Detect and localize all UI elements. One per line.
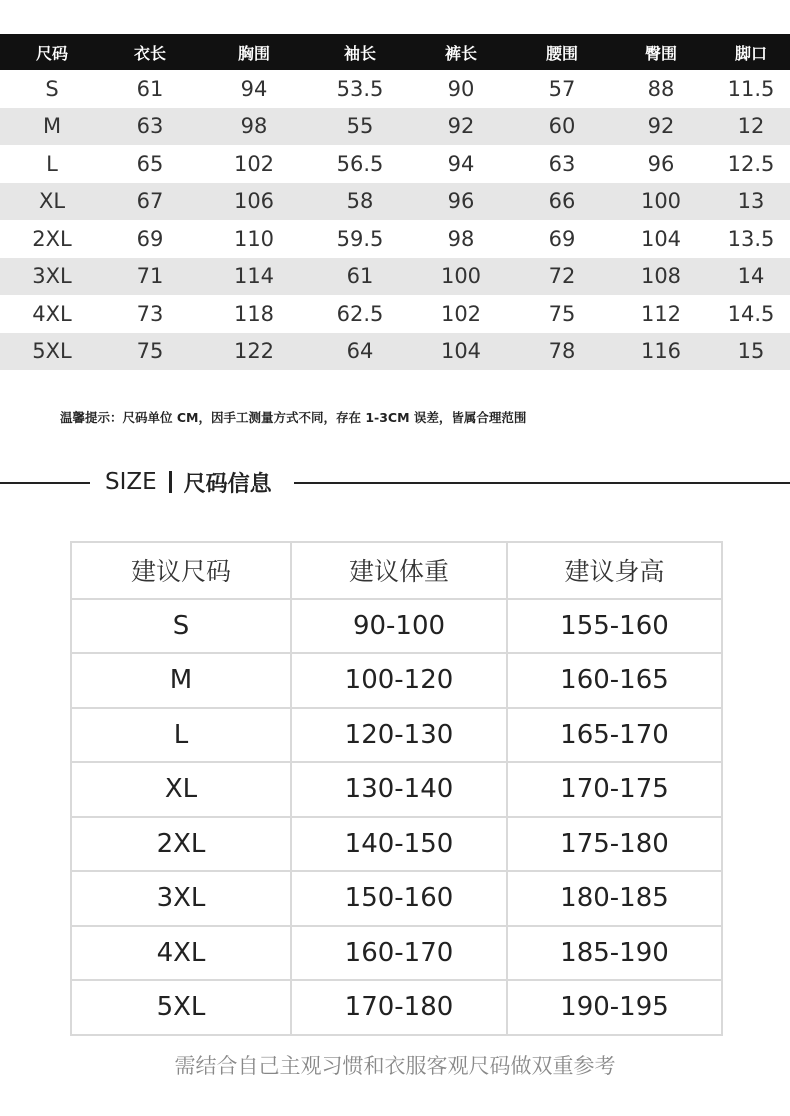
measurement-row (0, 258, 790, 296)
size-tip: 温馨提示：尺码单位 CM，因手工测量方式不同，存在 1-3CM 误差，皆属合理范围 (60, 410, 527, 425)
cell-recommended-weight: 160-170 (290, 927, 506, 980)
cell-hip: 104 (640, 226, 682, 251)
cell-recommended-size: 4XL (156, 937, 206, 968)
cell-length: 61 (136, 76, 164, 101)
recommendation-header-row (72, 543, 721, 598)
cell-sleeve: 62.5 (336, 301, 384, 326)
header-size: 尺码 (35, 43, 68, 63)
cell-chest: 114 (233, 264, 275, 289)
cell-chest: 102 (233, 151, 275, 176)
recommendation-row (72, 707, 721, 762)
recommendation-row (72, 761, 721, 816)
cell-recommended-height: 155-160 (506, 600, 721, 653)
cell-chest: 122 (233, 339, 275, 364)
cell-recommended-weight: 140-150 (290, 818, 506, 871)
cell-leg-opening: 14 (737, 264, 765, 289)
header-chest: 胸围 (237, 43, 270, 63)
cell-length: 69 (136, 226, 164, 251)
cell-hip: 108 (640, 264, 682, 289)
cell-waist: 75 (548, 301, 576, 326)
cell-sleeve: 58 (346, 189, 374, 214)
cell-recommended-weight: 170-180 (290, 981, 506, 1034)
cell-leg-opening: 13.5 (727, 226, 775, 251)
cell-length: 73 (136, 301, 164, 326)
section-title-en: SIZE (105, 469, 157, 495)
cell-recommended-height: 175-180 (506, 818, 721, 871)
cell-sleeve: 53.5 (336, 76, 384, 101)
header-length: 衣长 (133, 43, 166, 63)
recommendation-row (72, 979, 721, 1034)
cell-hip: 92 (647, 114, 675, 139)
cell-recommended-size: L (173, 719, 189, 750)
measurement-row (0, 108, 790, 146)
cell-waist: 57 (548, 76, 576, 101)
header-sleeve: 袖长 (343, 43, 376, 63)
cell-pants-length: 92 (447, 114, 475, 139)
cell-pants-length: 102 (440, 301, 482, 326)
header-recommended-size: 建议尺码 (130, 557, 231, 587)
cell-leg-opening: 13 (737, 189, 765, 214)
header-recommended-weight: 建议体重 (290, 543, 506, 598)
divider-line-right (294, 482, 790, 484)
cell-pants-length: 94 (447, 151, 475, 176)
cell-leg-opening: 12.5 (727, 151, 775, 176)
header-hip: 臀围 (644, 43, 677, 63)
measurement-row (0, 220, 790, 258)
cell-sleeve: 56.5 (336, 151, 384, 176)
header-leg-opening: 脚口 (734, 43, 767, 63)
cell-pants-length: 100 (440, 264, 482, 289)
cell-pants-length: 104 (440, 339, 482, 364)
cell-recommended-weight: 100-120 (290, 654, 506, 707)
cell-sleeve: 61 (346, 264, 374, 289)
cell-size: 4XL (32, 301, 72, 326)
cell-chest: 106 (233, 189, 275, 214)
cell-hip: 88 (647, 76, 675, 101)
recommendation-row (72, 652, 721, 707)
cell-recommended-size: 5XL (156, 992, 206, 1023)
cell-recommended-weight: 120-130 (290, 709, 506, 762)
cell-recommended-size: XL (164, 774, 198, 805)
cell-chest: 110 (233, 226, 275, 251)
cell-length: 75 (136, 339, 164, 364)
cell-sleeve: 55 (346, 114, 374, 139)
cell-sleeve: 64 (346, 339, 374, 364)
cell-pants-length: 96 (447, 189, 475, 214)
section-divider (0, 462, 790, 502)
cell-size: 5XL (32, 339, 72, 364)
cell-hip: 116 (640, 339, 682, 364)
recommendation-table (70, 541, 723, 1036)
cell-length: 63 (136, 114, 164, 139)
cell-hip: 112 (640, 301, 682, 326)
cell-recommended-height: 160-165 (506, 654, 721, 707)
cell-length: 65 (136, 151, 164, 176)
recommendation-body (72, 598, 721, 1034)
cell-waist: 78 (548, 339, 576, 364)
cell-size: 2XL (32, 226, 72, 251)
cell-leg-opening: 12 (737, 114, 765, 139)
cell-waist: 63 (548, 151, 576, 176)
cell-recommended-weight: 130-140 (290, 763, 506, 816)
measurement-body (0, 70, 790, 370)
measurement-header-row (0, 34, 790, 70)
cell-leg-opening: 15 (737, 339, 765, 364)
cell-length: 71 (136, 264, 164, 289)
cell-recommended-weight: 90-100 (290, 600, 506, 653)
cell-recommended-height: 190-195 (506, 981, 721, 1034)
measurement-row (0, 183, 790, 221)
cell-chest: 98 (240, 114, 268, 139)
header-recommended-height: 建议身高 (506, 543, 721, 598)
cell-recommended-size: M (169, 665, 193, 696)
cell-waist: 72 (548, 264, 576, 289)
cell-hip: 96 (647, 151, 675, 176)
cell-recommended-size: S (172, 610, 190, 641)
cell-recommended-height: 185-190 (506, 927, 721, 980)
cell-recommended-height: 180-185 (506, 872, 721, 925)
cell-waist: 66 (548, 189, 576, 214)
cell-recommended-size: 3XL (156, 883, 206, 914)
measurement-table (0, 34, 790, 370)
cell-size: M (42, 114, 62, 139)
section-title-cn: 尺码信息 (183, 471, 272, 497)
cell-pants-length: 90 (447, 76, 475, 101)
cell-size: L (46, 151, 58, 176)
cell-recommended-size: 2XL (156, 828, 206, 859)
header-waist: 腰围 (545, 43, 578, 63)
measurement-row (0, 145, 790, 183)
cell-chest: 94 (240, 76, 268, 101)
recommendation-row (72, 870, 721, 925)
footer-note: 需结合自己主观习惯和衣服客观尺码做双重参考 (174, 1054, 616, 1078)
cell-chest: 118 (233, 301, 275, 326)
cell-pants-length: 98 (447, 226, 475, 251)
recommendation-row (72, 598, 721, 653)
cell-recommended-weight: 150-160 (290, 872, 506, 925)
cell-hip: 100 (640, 189, 682, 214)
cell-leg-opening: 14.5 (727, 301, 775, 326)
cell-recommended-height: 170-175 (506, 763, 721, 816)
measurement-row (0, 295, 790, 333)
cell-length: 67 (136, 189, 164, 214)
recommendation-row (72, 816, 721, 871)
section-title-separator (169, 471, 172, 493)
section-title (105, 466, 272, 498)
header-pants-length: 裤长 (444, 43, 477, 63)
cell-waist: 69 (548, 226, 576, 251)
measurement-row (0, 70, 790, 108)
cell-size: XL (38, 189, 66, 214)
cell-leg-opening: 11.5 (727, 76, 775, 101)
cell-size: S (45, 76, 59, 101)
cell-size: 3XL (32, 264, 72, 289)
divider-line-left (0, 482, 90, 484)
cell-recommended-height: 165-170 (506, 709, 721, 762)
recommendation-row (72, 925, 721, 980)
cell-waist: 60 (548, 114, 576, 139)
cell-sleeve: 59.5 (336, 226, 384, 251)
measurement-row (0, 333, 790, 371)
